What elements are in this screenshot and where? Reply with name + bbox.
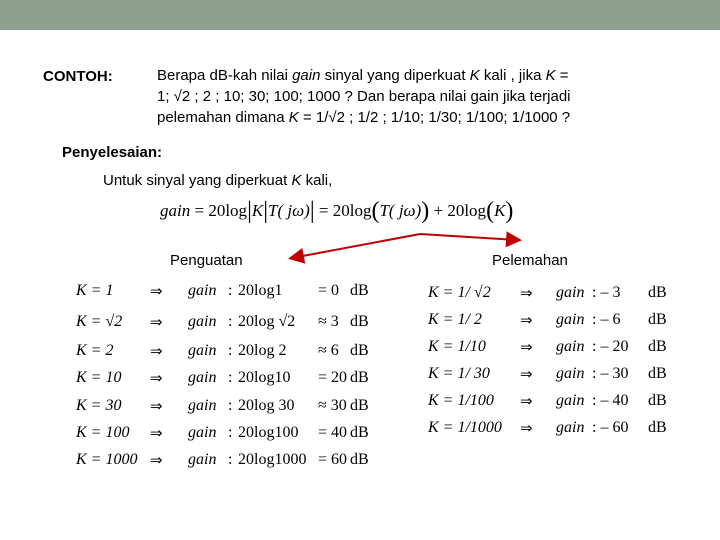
amplification-row-4-implies-symbol: ⇒	[150, 369, 163, 387]
attenuation-row-4-unit: dB	[648, 365, 667, 382]
attenuation-row-1-unit: dB	[648, 284, 667, 301]
amplification-row-6-gain-word: gain	[188, 424, 217, 441]
amplification-row-6-unit: dB	[350, 424, 369, 441]
attenuation-row-3-gain-result: : – 20	[592, 338, 629, 355]
amplification-row-2-k-value: K = √2	[76, 313, 123, 330]
amplification-row-3-gain-expression: 20log 2	[238, 342, 287, 359]
attenuation-row-2-gain-result: : – 6	[592, 311, 621, 328]
amplification-row-6-implies-symbol: ⇒	[150, 424, 163, 442]
attenuation-heading: Pelemahan	[492, 252, 568, 269]
amplification-row-6-gain-result: = 40	[318, 424, 348, 441]
attenuation-row-1-gain-word: gain	[556, 284, 585, 301]
attenuation-row-2-implies-symbol: ⇒	[520, 311, 533, 329]
attenuation-row-2-gain-word: gain	[556, 311, 585, 328]
amplification-row-3-gain-result: ≈ 6	[318, 342, 339, 359]
amplification-row-4-k-value: K = 10	[76, 369, 122, 386]
amplification-row-3-colon: :	[228, 342, 233, 359]
attenuation-row-4-gain-result: : – 30	[592, 365, 629, 382]
solution-subtitle: Untuk sinyal yang diperkuat K kali,	[103, 172, 333, 189]
amplification-row-2-implies-symbol: ⇒	[150, 313, 163, 331]
amplification-row-3-k-value: K = 2	[76, 342, 114, 359]
amplification-row-1-gain-result: = 0	[318, 282, 340, 299]
amplification-row-1-gain-word: gain	[188, 282, 217, 299]
amplification-row-7-gain-word: gain	[188, 451, 217, 468]
amplification-row-4-unit: dB	[350, 369, 369, 386]
attenuation-row-4-gain-word: gain	[556, 365, 585, 382]
attenuation-row-5-gain-result: : – 40	[592, 392, 629, 409]
amplification-row-5-unit: dB	[350, 397, 369, 414]
amplification-row-1-colon: :	[228, 282, 233, 299]
attenuation-row-1-implies-symbol: ⇒	[520, 284, 533, 302]
attenuation-row-6-k-value: K = 1/1000	[428, 419, 502, 436]
amplification-row-7-gain-result: = 60	[318, 451, 348, 468]
attenuation-row-6-gain-word: gain	[556, 419, 585, 436]
question-line-3: pelemahan dimana K = 1/√2 ; 1/2 ; 1/10; 1/30; 1/100; 1/1000 ?	[157, 109, 571, 126]
solution-label: Penyelesaian:	[62, 144, 163, 161]
amplification-row-4-colon: :	[228, 369, 233, 386]
amplification-row-5-gain-expression: 20log 30	[238, 397, 295, 414]
amplification-row-3-gain-word: gain	[188, 342, 217, 359]
amplification-row-6-gain-expression: 20log100	[238, 424, 299, 441]
attenuation-row-3-implies-symbol: ⇒	[520, 338, 533, 356]
attenuation-row-5-unit: dB	[648, 392, 667, 409]
gain-formula: gain = 20log|K|T( jω)| = 20log(T( jω)) + 20log(K)	[160, 198, 514, 224]
amplification-row-7-unit: dB	[350, 451, 369, 468]
amplification-row-2-gain-expression: 20log √2	[238, 313, 296, 330]
question-line-1: Berapa dB-kah nilai gain sinyal yang diperkuat K kali , jika K =	[157, 67, 569, 84]
amplification-row-2-gain-word: gain	[188, 313, 217, 330]
amplification-row-2-gain-result: ≈ 3	[318, 313, 339, 330]
attenuation-row-1-gain-result: : – 3	[592, 284, 621, 301]
amplification-row-1-unit: dB	[350, 282, 369, 299]
attenuation-row-5-implies-symbol: ⇒	[520, 392, 533, 410]
amplification-row-5-implies-symbol: ⇒	[150, 397, 163, 415]
amplification-row-5-gain-word: gain	[188, 397, 217, 414]
attenuation-row-3-gain-word: gain	[556, 338, 585, 355]
attenuation-row-5-gain-word: gain	[556, 392, 585, 409]
amplification-row-3-implies-symbol: ⇒	[150, 342, 163, 360]
amplification-row-1-k-value: K = 1	[76, 282, 114, 299]
attenuation-row-6-unit: dB	[648, 419, 667, 436]
attenuation-row-5-k-value: K = 1/100	[428, 392, 494, 409]
amplification-row-4-gain-expression: 20log10	[238, 369, 291, 386]
question-line-2: 1; √2 ; 2 ; 10; 30; 100; 1000 ? Dan berapa nilai gain jika terjadi	[157, 88, 571, 105]
attenuation-row-3-unit: dB	[648, 338, 667, 355]
arrow-to-amplification	[292, 234, 420, 258]
example-label: CONTOH:	[43, 68, 113, 85]
amplification-row-6-k-value: K = 100	[76, 424, 130, 441]
amplification-row-7-gain-expression: 20log1000	[238, 451, 307, 468]
amplification-row-3-unit: dB	[350, 342, 369, 359]
attenuation-row-2-k-value: K = 1/ 2	[428, 311, 482, 328]
amplification-heading: Penguatan	[170, 252, 243, 269]
attenuation-row-4-implies-symbol: ⇒	[520, 365, 533, 383]
attenuation-row-3-k-value: K = 1/10	[428, 338, 486, 355]
attenuation-row-6-implies-symbol: ⇒	[520, 419, 533, 437]
amplification-row-5-gain-result: ≈ 30	[318, 397, 347, 414]
attenuation-row-6-gain-result: : – 60	[592, 419, 629, 436]
amplification-row-2-colon: :	[228, 313, 233, 330]
amplification-row-1-implies-symbol: ⇒	[150, 282, 163, 300]
amplification-row-5-k-value: K = 30	[76, 397, 122, 414]
amplification-row-7-colon: :	[228, 451, 233, 468]
amplification-row-6-colon: :	[228, 424, 233, 441]
attenuation-row-4-k-value: K = 1/ 30	[428, 365, 490, 382]
arrow-to-attenuation	[420, 234, 518, 240]
amplification-row-7-implies-symbol: ⇒	[150, 451, 163, 469]
amplification-row-2-unit: dB	[350, 313, 369, 330]
attenuation-row-1-k-value: K = 1/ √2	[428, 284, 491, 301]
amplification-row-4-gain-result: = 20	[318, 369, 348, 386]
attenuation-row-2-unit: dB	[648, 311, 667, 328]
amplification-row-1-gain-expression: 20log1	[238, 282, 283, 299]
amplification-row-4-gain-word: gain	[188, 369, 217, 386]
amplification-row-5-colon: :	[228, 397, 233, 414]
amplification-row-7-k-value: K = 1000	[76, 451, 138, 468]
